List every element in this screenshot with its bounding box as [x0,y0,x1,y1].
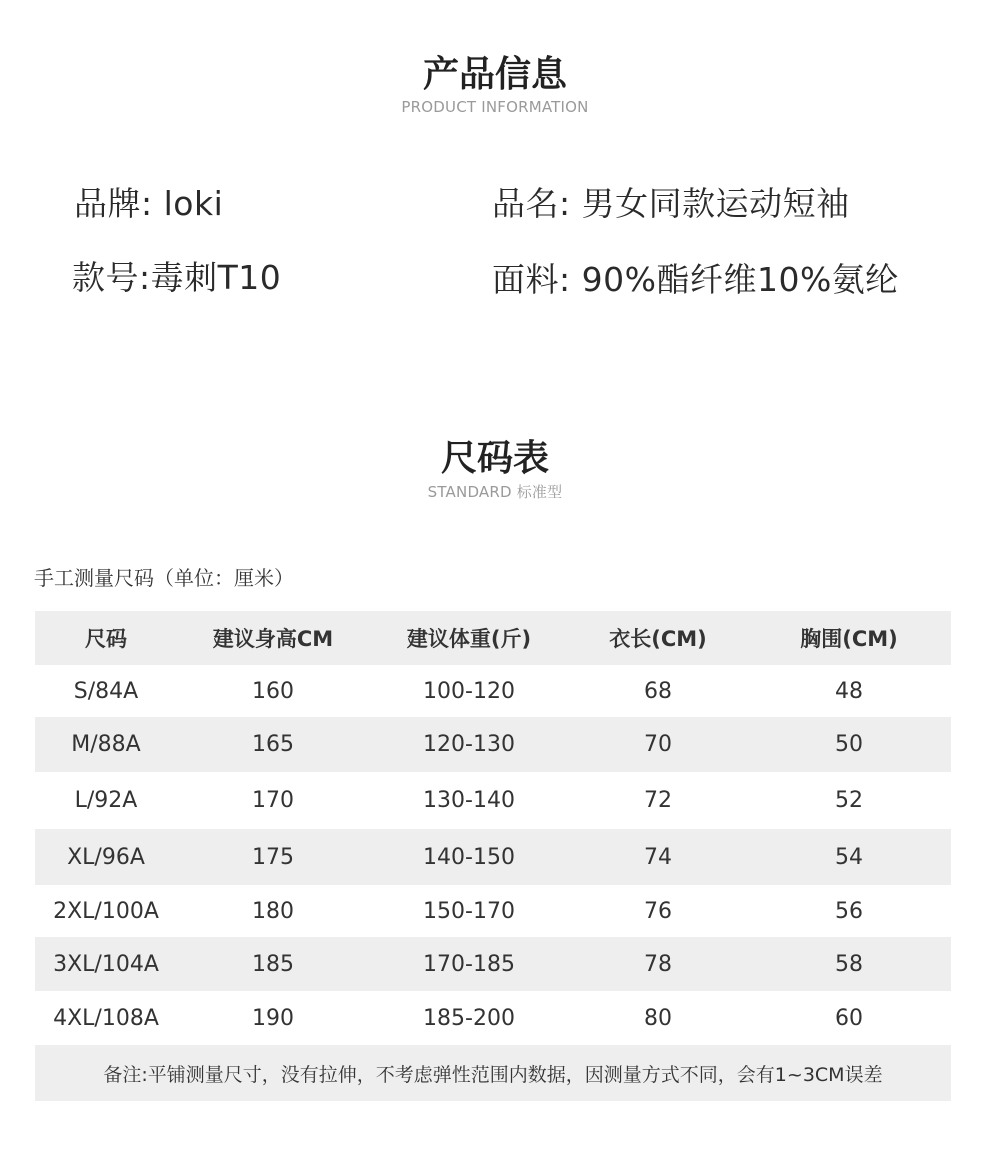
brand-text: 品牌: loki [74,184,224,223]
header-size: 尺码 [35,611,177,665]
product-info-title: 产品信息 [422,54,567,95]
cell-height: 190 [252,1005,294,1031]
cell-length: 72 [644,788,672,813]
header-length: 衣长(CM) [569,611,747,665]
cell-weight: 120-130 [369,717,569,772]
cell-chest: 58 [747,937,951,991]
cell-length: 70 [569,717,747,772]
header-chest: 胸围(CM) [747,611,951,665]
cell-chest: 50 [747,717,951,772]
product-info-subtitle: PRODUCT INFORMATION [401,98,589,116]
size-table [35,611,951,1045]
header-height: 建议身高CM [177,611,369,665]
header-weight: 建议体重(斤) [369,611,569,665]
cell-height: 175 [177,829,369,885]
cell-length: 78 [569,937,747,991]
table-header-row [35,611,951,665]
cell-length: 76 [644,898,672,924]
style-number-text: 款号:毒刺T10 [72,258,282,297]
unit-caption: 手工测量尺码（单位：厘米） [34,566,294,590]
size-chart-title: 尺码表 [440,438,549,479]
cell-size: XL/96A [35,829,177,885]
cell-length: 68 [644,678,672,704]
cell-weight: 170-185 [369,937,569,991]
cell-length: 74 [569,829,747,885]
table-row [35,991,951,1045]
table-row [35,885,951,937]
cell-size: 4XL/108A [53,1005,159,1031]
cell-weight: 140-150 [369,829,569,885]
cell-weight: 185-200 [423,1005,515,1031]
cell-size: S/84A [73,678,139,704]
cell-size: 3XL/104A [35,937,177,991]
cell-weight: 130-140 [423,788,515,813]
fabric-text: 面料: 90%酯纤维10%氨纶 [492,260,899,299]
cell-weight: 150-170 [423,898,515,924]
cell-height: 170 [252,788,294,813]
table-row [35,665,951,717]
cell-height: 165 [177,717,369,772]
table-row [35,829,951,885]
size-chart-subtitle: STANDARD 标准型 [427,483,563,501]
table-row [35,717,951,772]
cell-size: M/88A [35,717,177,772]
cell-chest: 54 [747,829,951,885]
table-row [35,772,951,829]
cell-length: 80 [644,1005,672,1031]
measurement-note-text: 备注:平铺测量尺寸，没有拉伸，不考虑弹性范围内数据，因测量方式不同，会有1~3CM误差 [103,1063,883,1086]
cell-size: L/92A [74,788,138,813]
cell-weight: 100-120 [423,678,515,704]
cell-height: 160 [252,678,294,704]
table-row [35,937,951,991]
cell-chest: 60 [835,1005,863,1031]
cell-chest: 52 [835,788,863,813]
measurement-note [35,1045,951,1101]
cell-height: 185 [177,937,369,991]
cell-chest: 48 [835,678,863,704]
cell-height: 180 [252,898,294,924]
product-name-text: 品名: 男女同款运动短袖 [492,184,850,223]
cell-size: 2XL/100A [53,898,159,924]
cell-chest: 56 [835,898,863,924]
